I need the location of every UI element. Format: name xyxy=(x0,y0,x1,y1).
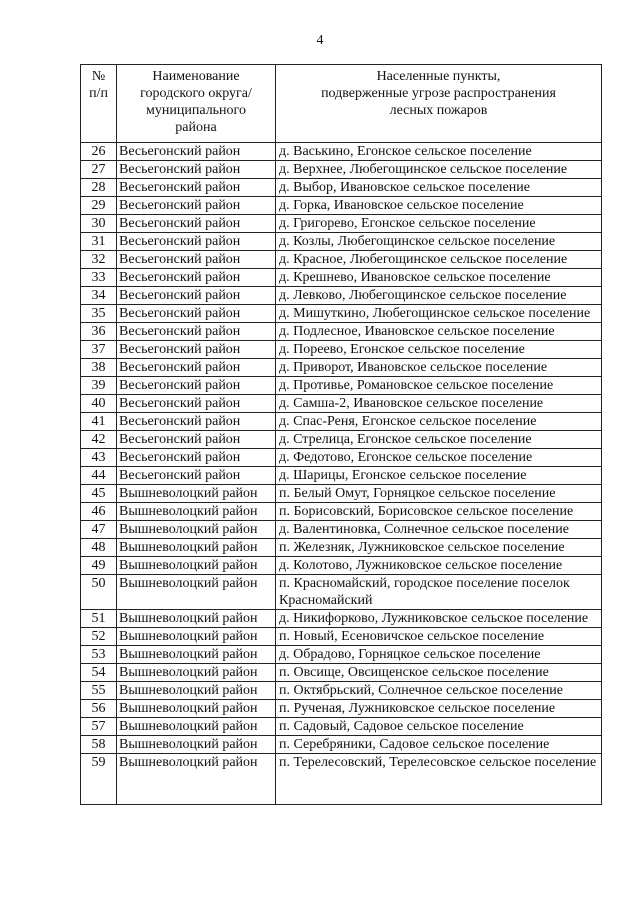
row-district: Весьегонский район xyxy=(117,467,276,485)
row-district: Весьегонский район xyxy=(117,143,276,161)
row-number: 58 xyxy=(81,736,117,754)
row-number: 55 xyxy=(81,682,117,700)
table-row xyxy=(81,197,602,215)
row-district: Весьегонский район xyxy=(117,359,276,377)
row-number: 45 xyxy=(81,485,117,503)
row-district: Весьегонский район xyxy=(117,233,276,251)
table-row xyxy=(81,449,602,467)
table-row xyxy=(81,700,602,718)
row-district: Весьегонский район xyxy=(117,395,276,413)
row-district: Весьегонский район xyxy=(117,377,276,395)
table-row xyxy=(81,503,602,521)
page-number: 4 xyxy=(316,33,324,48)
settlements-table xyxy=(80,64,602,805)
row-district: Вышневолоцкий район xyxy=(117,503,276,521)
table-row xyxy=(81,323,602,341)
row-number: 35 xyxy=(81,305,117,323)
row-settlement: д. Самша-2, Ивановское сельское поселение xyxy=(276,395,602,413)
table-row xyxy=(81,269,602,287)
table-row xyxy=(81,233,602,251)
row-number: 34 xyxy=(81,287,117,305)
row-settlement: д. Спас-Реня, Егонское сельское поселение xyxy=(276,413,602,431)
row-number: 41 xyxy=(81,413,117,431)
table-row xyxy=(81,305,602,323)
table-row xyxy=(81,287,602,305)
row-number: 57 xyxy=(81,718,117,736)
row-number: 31 xyxy=(81,233,117,251)
row-district: Вышневолоцкий район xyxy=(117,646,276,664)
row-district: Весьегонский район xyxy=(117,251,276,269)
row-district: Вышневолоцкий район xyxy=(117,718,276,736)
table-row xyxy=(81,359,602,377)
row-number: 50 xyxy=(81,575,117,610)
table-row xyxy=(81,395,602,413)
table-row xyxy=(81,664,602,682)
table-row xyxy=(81,143,602,161)
row-district: Весьегонский район xyxy=(117,413,276,431)
row-settlement: д. Стрелица, Егонское сельское поселение xyxy=(276,431,602,449)
row-settlement: д. Горка, Ивановское сельское поселение xyxy=(276,197,602,215)
table-row xyxy=(81,557,602,575)
row-settlement: д. Подлесное, Ивановское сельское поселение xyxy=(276,323,602,341)
row-district: Весьегонский район xyxy=(117,161,276,179)
header-district: Наименование городского округа/ муниципального района xyxy=(117,65,276,143)
table-row xyxy=(81,736,602,754)
row-settlement: д. Пореево, Егонское сельское поселение xyxy=(276,341,602,359)
row-number: 40 xyxy=(81,395,117,413)
row-number: 33 xyxy=(81,269,117,287)
table-row xyxy=(81,628,602,646)
row-number: 51 xyxy=(81,610,117,628)
row-settlement: д. Васькино, Егонское сельское поселение xyxy=(276,143,602,161)
row-settlement: п. Красномайский, городское поселение поселок Красномайский xyxy=(276,575,602,610)
row-settlement: п. Борисовский, Борисовское сельское поселение xyxy=(276,503,602,521)
row-settlement: д. Шарицы, Егонское сельское поселение xyxy=(276,467,602,485)
row-settlement: д. Левково, Любегощинское сельское поселение xyxy=(276,287,602,305)
row-district: Весьегонский район xyxy=(117,287,276,305)
row-settlement: д. Мишуткино, Любегощинское сельское поселение xyxy=(276,305,602,323)
table-row xyxy=(81,539,602,557)
row-district: Весьегонский район xyxy=(117,269,276,287)
row-settlement: д. Выбор, Ивановское сельское поселение xyxy=(276,179,602,197)
row-settlement: д. Козлы, Любегощинское сельское поселение xyxy=(276,233,602,251)
header-number: № п/п xyxy=(81,65,117,143)
table-row xyxy=(81,467,602,485)
row-number: 26 xyxy=(81,143,117,161)
table-header-row xyxy=(81,65,602,143)
row-number: 43 xyxy=(81,449,117,467)
table-row xyxy=(81,251,602,269)
row-settlement: д. Крешнево, Ивановское сельское поселение xyxy=(276,269,602,287)
row-number: 37 xyxy=(81,341,117,359)
row-settlement: д. Обрадово, Горняцкое сельское поселение xyxy=(276,646,602,664)
row-district: Вышневолоцкий район xyxy=(117,700,276,718)
header-settlements: Населенные пункты, подверженные угрозе распространения лесных пожаров xyxy=(276,65,602,143)
row-district: Вышневолоцкий район xyxy=(117,628,276,646)
row-number: 49 xyxy=(81,557,117,575)
row-district: Весьегонский район xyxy=(117,431,276,449)
table-row xyxy=(81,341,602,359)
row-number: 42 xyxy=(81,431,117,449)
table-row xyxy=(81,646,602,664)
table-row xyxy=(81,485,602,503)
row-number: 46 xyxy=(81,503,117,521)
row-district: Вышневолоцкий район xyxy=(117,539,276,557)
table-row xyxy=(81,377,602,395)
row-number: 36 xyxy=(81,323,117,341)
row-number: 39 xyxy=(81,377,117,395)
row-district: Весьегонский район xyxy=(117,341,276,359)
row-settlement: п. Рученая, Лужниковское сельское поселение xyxy=(276,700,602,718)
row-number: 29 xyxy=(81,197,117,215)
row-settlement: д. Колотово, Лужниковское сельское поселение xyxy=(276,557,602,575)
row-number: 38 xyxy=(81,359,117,377)
table-row xyxy=(81,215,602,233)
row-number: 32 xyxy=(81,251,117,269)
row-district: Весьегонский район xyxy=(117,197,276,215)
row-district: Весьегонский район xyxy=(117,449,276,467)
table-row xyxy=(81,610,602,628)
row-number: 54 xyxy=(81,664,117,682)
row-district: Вышневолоцкий район xyxy=(117,485,276,503)
table-row xyxy=(81,431,602,449)
row-settlement: п. Октябрьский, Солнечное сельское поселение xyxy=(276,682,602,700)
row-settlement: п. Серебряники, Садовое сельское поселение xyxy=(276,736,602,754)
row-number: 48 xyxy=(81,539,117,557)
row-district: Весьегонский район xyxy=(117,305,276,323)
table-row xyxy=(81,179,602,197)
row-district: Весьегонский район xyxy=(117,323,276,341)
row-settlement: д. Григорево, Егонское сельское поселение xyxy=(276,215,602,233)
row-district: Вышневолоцкий район xyxy=(117,610,276,628)
table-row xyxy=(81,575,602,610)
row-district: Вышневолоцкий район xyxy=(117,736,276,754)
table-row xyxy=(81,718,602,736)
row-settlement: д. Никифорково, Лужниковское сельское поселение xyxy=(276,610,602,628)
row-district: Вышневолоцкий район xyxy=(117,682,276,700)
row-settlement: д. Красное, Любегощинское сельское поселение xyxy=(276,251,602,269)
row-number: 59 xyxy=(81,754,117,805)
table-row xyxy=(81,754,602,805)
row-settlement: д. Приворот, Ивановское сельское поселение xyxy=(276,359,602,377)
row-district: Вышневолоцкий район xyxy=(117,521,276,539)
row-settlement: д. Федотово, Егонское сельское поселение xyxy=(276,449,602,467)
row-settlement: д. Верхнее, Любегощинское сельское поселение xyxy=(276,161,602,179)
row-settlement: п. Терелесовский, Терелесовское сельское поселение xyxy=(276,754,602,805)
row-district: Вышневолоцкий район xyxy=(117,557,276,575)
row-district: Вышневолоцкий район xyxy=(117,664,276,682)
row-settlement: п. Садовый, Садовое сельское поселение xyxy=(276,718,602,736)
table-row xyxy=(81,682,602,700)
row-number: 52 xyxy=(81,628,117,646)
row-settlement: п. Железняк, Лужниковское сельское поселение xyxy=(276,539,602,557)
row-number: 28 xyxy=(81,179,117,197)
row-number: 56 xyxy=(81,700,117,718)
row-settlement: д. Противье, Романовское сельское поселение xyxy=(276,377,602,395)
row-number: 27 xyxy=(81,161,117,179)
row-district: Вышневолоцкий район xyxy=(117,754,276,805)
row-settlement: п. Овсище, Овсищенское сельское поселение xyxy=(276,664,602,682)
row-number: 53 xyxy=(81,646,117,664)
row-number: 44 xyxy=(81,467,117,485)
table-row xyxy=(81,413,602,431)
row-number: 30 xyxy=(81,215,117,233)
row-district: Весьегонский район xyxy=(117,215,276,233)
row-settlement: п. Новый, Есеновичское сельское поселение xyxy=(276,628,602,646)
row-settlement: п. Белый Омут, Горняцкое сельское поселение xyxy=(276,485,602,503)
row-settlement: д. Валентиновка, Солнечное сельское поселение xyxy=(276,521,602,539)
row-number: 47 xyxy=(81,521,117,539)
table-row xyxy=(81,161,602,179)
row-district: Весьегонский район xyxy=(117,179,276,197)
table-row xyxy=(81,521,602,539)
row-district: Вышневолоцкий район xyxy=(117,575,276,610)
